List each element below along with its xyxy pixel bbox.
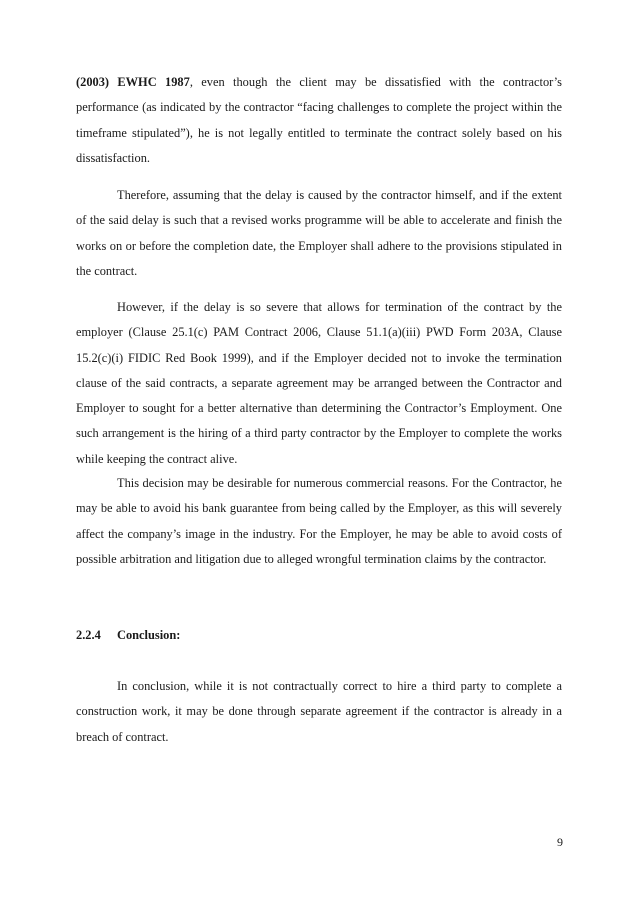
section-number: 2.2.4 — [76, 628, 101, 642]
section-title: Conclusion: — [117, 628, 181, 642]
paragraph-text: , even though the client may be dissatisfied with the contractor’s performance (as indicated by the contractor “facing challenges to complete the project within the timeframe stipulated”), he is not legally entitled to terminate the contract solely based on his dissatisfaction. — [76, 75, 562, 165]
page-number: 9 — [557, 835, 563, 849]
paragraph-case-reference — [76, 70, 562, 171]
paragraph-commercial-reasons: This decision may be desirable for numerous commercial reasons. For the Contractor, he may be able to avoid his bank guarantee from being called by the Employer, as this will severely affect the company’s image in the industry. For the Employer, he may be able to avoid costs of possible arbitration and litigation due to alleged wrongful termination claims by the contractor. — [76, 476, 562, 566]
section-heading — [76, 623, 180, 648]
case-citation: (2003) EWHC 1987 — [76, 75, 190, 89]
paragraph-severe-delay: However, if the delay is so severe that allows for termination of the contract by the employer (Clause 25.1(c) PAM Contract 2006, Clause 51.1(a)(iii) PWD Form 203A, Clause 15.2(c)(i) FIDIC Red Book 1999), and if the Employer decided not to invoke the termination clause of the said contracts, a separate agreement may be arranged between the Contractor and Employer to sought for a better alternative than determining the Contractor’s Employment. One such arrangement is the hiring of a third party contractor by the Employer to complete the works while keeping the contract alive. — [76, 300, 562, 466]
paragraph-conclusion: In conclusion, while it is not contractually correct to hire a third party to complete a construction work, it may be done through separate agreement if the contractor is already in a breach of contract. — [76, 679, 562, 744]
paragraph-delay-by-contractor: Therefore, assuming that the delay is caused by the contractor himself, and if the extent of the said delay is such that a revised works programme will be able to accelerate and finish the works on or before the completion date, the Employer shall adhere to the provisions stipulated in the contract. — [76, 188, 562, 278]
